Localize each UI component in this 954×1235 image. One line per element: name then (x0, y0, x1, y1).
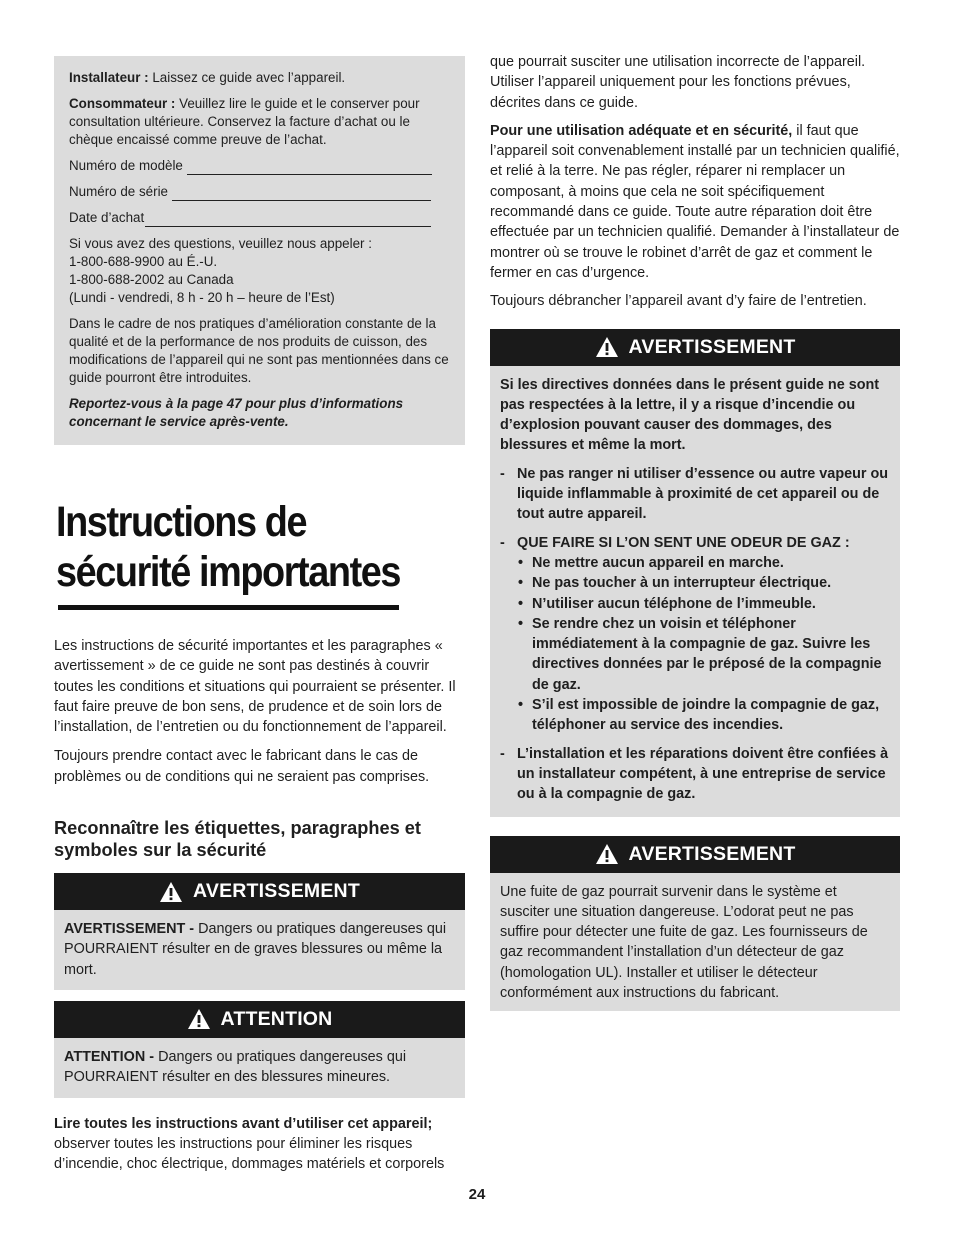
consumer-label: Consommateur : (69, 96, 176, 111)
title-line-1: Instructions de (56, 498, 307, 546)
model-number-field[interactable] (69, 157, 453, 175)
warning-triangle-icon (595, 336, 619, 358)
phone-us: 1-800-688-9900 au É.-U. (69, 254, 218, 269)
warning-triangle-icon (159, 881, 183, 903)
warning-title: AVERTISSEMENT (193, 880, 360, 903)
warning-definition: Dangers ou pratiques dangereuses qui POURRAIENT résulter en de graves blessures ou même la mort. (64, 921, 447, 978)
gas-smell-steps (517, 553, 890, 736)
serial-number-field[interactable] (69, 183, 453, 201)
attention-header (54, 1001, 465, 1038)
attention-definition-body (54, 1038, 465, 1098)
attention-label: ATTENTION - (64, 1048, 155, 1065)
page-number: 24 (468, 1186, 486, 1203)
purchase-date-field[interactable] (69, 209, 453, 227)
attention-triangle-icon (187, 1008, 211, 1030)
title-line-2: sécurité importantes (56, 548, 401, 596)
list-item: • Se rendre chez un voisin et téléphoner immédiatement à la compagnie de gaz. Suivre les directives données par le préposé de la compagnie de gaz. (517, 614, 890, 695)
gas-leak-warning-title: AVERTISSEMENT (628, 842, 796, 865)
questions-text: Si vous avez des questions, veuillez nous appeler : (69, 236, 372, 251)
owner-info-box (54, 56, 465, 445)
model-line (187, 161, 432, 175)
gas-leak-warning-text: Une fuite de gaz pourrait survenir dans le système et susciter une situation dangereuse. L’odorat peut ne pas suffire pour détecter une fuite de gaz. Les fournisseurs de gaz recommandent l’installation d’un détecteur de gaz (homologation UL). Installer et utiliser le détecteur conformément aux instructions du fabricant. (500, 883, 868, 1001)
installer-text: Laissez ce guide avec l’appareil. (152, 70, 346, 85)
consumer-text: Veuillez lire le guide et le conserver pour consultation ultérieure. Conservez la facture d’achat ou le chèque encaissé comme preuve de l’achat. (69, 96, 420, 147)
gas-smell-heading: QUE FAIRE SI L’ON SENT UNE ODEUR DE GAZ : (517, 534, 850, 551)
gas-warning-box (490, 329, 900, 817)
list-item: • Ne pas toucher à un interrupteur électrique. (517, 573, 890, 593)
service-reference: Reportez-vous à la page 47 pour plus d’informations concernant le service après-vente. (69, 396, 404, 429)
date-label: Date d’achat (69, 210, 145, 225)
left-column (54, 56, 465, 1174)
date-line (145, 213, 431, 227)
warning-definition-box (54, 873, 465, 990)
attention-title: ATTENTION (220, 1007, 333, 1030)
gas-leak-warning-box (490, 836, 900, 1012)
gas-warning-intro: Si les directives données dans le présent guide ne sont pas respectées à la lettre, il y a risque d’incendie ou d’explosion pouvant causer des dommages, des blessures et même la mort. (500, 376, 880, 454)
serial-label: Numéro de série (69, 184, 168, 199)
improvement-text: Dans le cadre de nos pratiques d’amélioration constante de la qualité et de la performance de nos produits de cuisson, des modifications de l’appareil qui ne sont pas mentionnées dans ce guide pourront être introduites. (69, 316, 449, 385)
proper-use-paragraph (490, 121, 900, 283)
attention-definition-box (54, 1001, 465, 1098)
read-instructions-bold: Lire toutes les instructions avant d’utiliser cet appareil; (54, 1115, 433, 1132)
continued-paragraph: que pourrait susciter une utilisation incorrecte de l’appareil. Utiliser l’appareil uniquement pour les fonctions prévues, décrites dans ce guide. (490, 54, 866, 111)
list-item: • Ne mettre aucun appareil en marche. (517, 553, 890, 573)
proper-use-text: il faut que l’appareil soit convenablement installé par un technicien qualifié, et relié à la terre. Ne pas régler, réparer ni remplacer un composant, à moins que cela ne soit spécifiquement recommandé dans ce guide. Toute autre réparation doit être effectuée par un technicien qualifié. Demander à l’installateur de montrer où se trouve le robinet d’arrêt de gaz et comment le fermer en cas d’urgence. (490, 122, 900, 281)
gas-warning-title: AVERTISSEMENT (628, 335, 796, 358)
list-item: - Ne pas ranger ni utiliser d’essence ou autre vapeur ou liquide inflammable à proximité de cet appareil ou de tout autre appareil. (500, 464, 890, 525)
attention-definition: Dangers ou pratiques dangereuses qui POURRAIENT résulter en des blessures mineures. (64, 1048, 407, 1086)
gas-leak-warning-header (490, 836, 900, 873)
phone-canada: 1-800-688-2002 au Canada (69, 272, 234, 287)
gas-warning-header (490, 329, 900, 366)
read-instructions-text: observer toutes les instructions pour éliminer les risques d’incendie, choc électrique, dommages matériels et corporels (54, 1135, 445, 1173)
warning-triangle-icon (595, 843, 619, 865)
list-item (500, 533, 890, 736)
warning-label: AVERTISSEMENT - (64, 921, 195, 938)
warning-header (54, 873, 465, 910)
list-item: - L’installation et les réparations doivent être confiées à un installateur compétent, à une entreprise de service ou à la compagnie de gaz. (500, 744, 890, 805)
installer-label: Installateur : (69, 70, 149, 85)
contact-paragraph: Toujours prendre contact avec le fabricant dans le cas de problèmes ou de conditions qui ne seraient pas comprises. (54, 748, 430, 785)
gas-leak-warning-body (490, 873, 900, 1012)
read-instructions-paragraph (54, 1114, 465, 1175)
title-underline (58, 605, 399, 610)
gas-warning-list (500, 464, 890, 805)
page-title (56, 497, 461, 597)
service-hours: (Lundi - vendredi, 8 h - 20 h – heure de l’Est) (69, 290, 335, 305)
right-column (490, 52, 900, 1011)
gas-warning-body (490, 366, 900, 817)
proper-use-bold: Pour une utilisation adéquate et en sécurité, (490, 122, 793, 139)
list-item: • N’utiliser aucun téléphone de l’immeuble. (517, 594, 890, 614)
serial-line (172, 187, 431, 201)
list-item: • S’il est impossible de joindre la compagnie de gaz, téléphoner au service des incendies. (517, 695, 890, 736)
safety-labels-heading: Reconnaître les étiquettes, paragraphes et symboles sur la sécurité (54, 818, 421, 861)
intro-paragraph: Les instructions de sécurité importantes et les paragraphes « avertissement » de ce guide ne sont pas destinés à couvrir toutes les conditions et situations qui pourraient se présenter. Il faut faire preuve de bon sens, de prudence et de soin lors de l’installation, de l’entretien ou du fonctionnement de l’appareil. (54, 638, 456, 736)
model-label: Numéro de modèle (69, 158, 183, 173)
warning-definition-body (54, 910, 465, 990)
unplug-paragraph: Toujours débrancher l’appareil avant d’y faire de l’entretien. (490, 293, 867, 310)
